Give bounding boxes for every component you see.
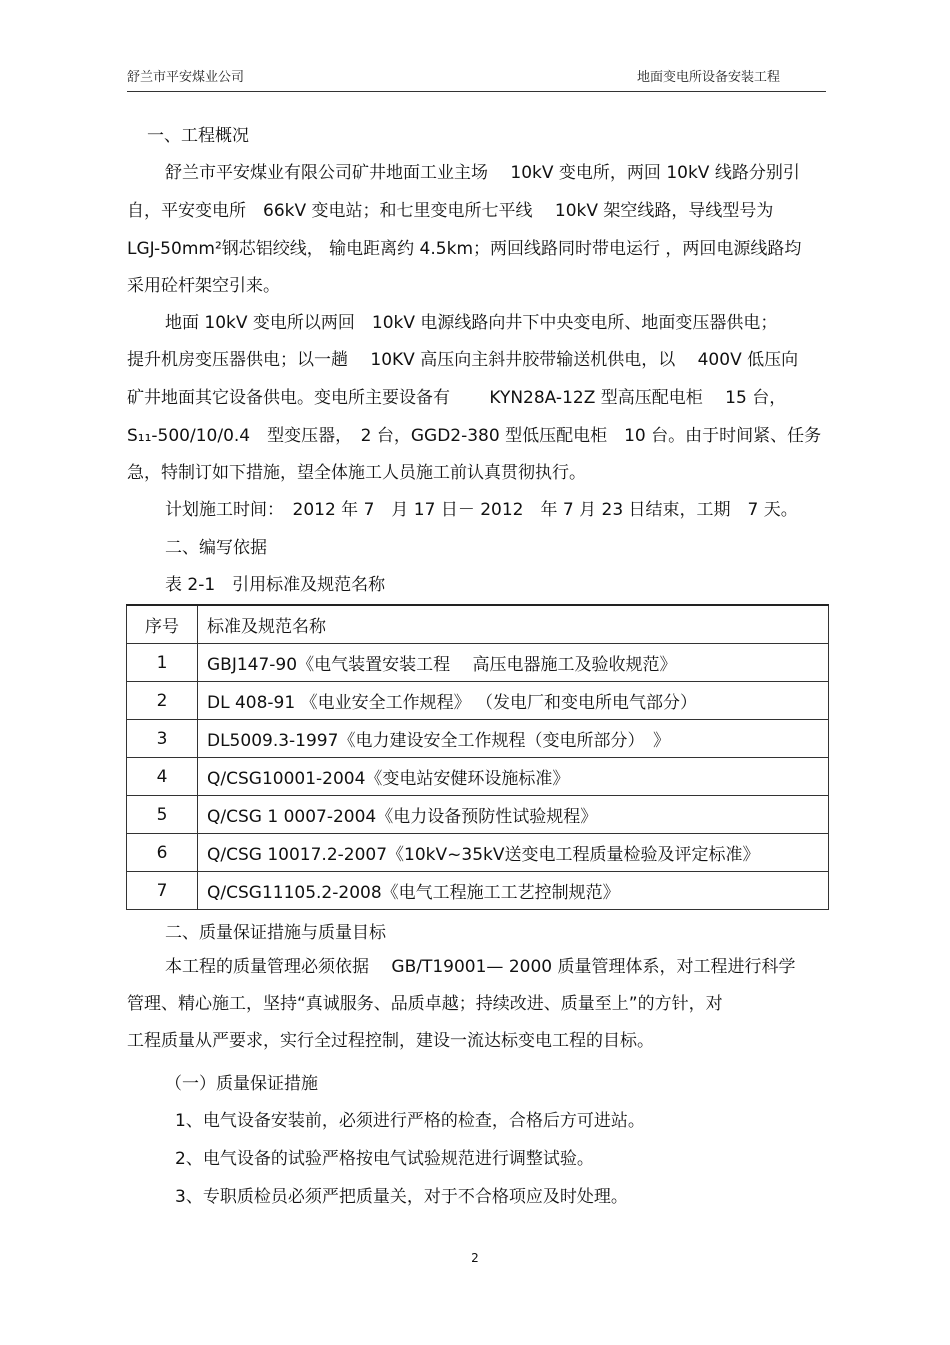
table-row <box>127 834 829 872</box>
row-no: 1 <box>127 644 198 682</box>
subsection-heading-measures: （一）质量保证措施 <box>165 1074 318 1094</box>
row-no: 5 <box>127 796 198 834</box>
section-heading-quality: 二、质量保证措施与质量目标 <box>165 923 386 943</box>
header-project: 地面变电所设备安装工程 <box>637 70 781 85</box>
supply-paragraph-line: 地面 10kV 变电所以两回 10kV 电源线路向井下中央变电所、地面变压器供电； <box>165 313 778 333</box>
table-row <box>127 758 829 796</box>
section-heading-basis: 二、编写依据 <box>165 538 267 558</box>
header-company: 舒兰市平安煤业公司 <box>127 70 245 85</box>
table-row <box>127 720 829 758</box>
row-no: 2 <box>127 682 198 720</box>
supply-paragraph-line: 提升机房变压器供电；以一趟 10KV 高压向主斜井胶带输送机供电，以 400V 低压向 <box>127 350 799 370</box>
quality-paragraph-line: 管理、精心施工，坚持“真诚服务、品质卓越；持续改进、质量至上”的方针，对 <box>127 994 723 1014</box>
row-name: Q/CSG11105.2-2008《电气工程施工工艺控制规范》 <box>198 872 829 910</box>
row-no: 6 <box>127 834 198 872</box>
quality-paragraph-line: 工程质量从严要求，实行全过程控制，建设一流达标变电工程的目标。 <box>127 1031 654 1051</box>
quality-paragraph-line: 本工程的质量管理必须依据 GB/T19001— 2000 质量管理体系，对工程进行科学 <box>165 957 796 977</box>
page-number: 2 <box>471 1251 479 1265</box>
header-cell-no: 序号 <box>127 605 198 644</box>
row-name: Q/CSG 1 0007-2004《电力设备预防性试验规程》 <box>198 796 829 834</box>
header-cell-name: 标准及规范名称 <box>198 605 829 644</box>
overview-paragraph-line: 采用砼杆架空引来。 <box>127 276 280 296</box>
overview-paragraph-line: 舒兰市平安煤业有限公司矿井地面工业主场 10kV 变电所，两回 10kV 线路分别引 <box>165 163 800 183</box>
measure-item: 3、专职质检员必须严把质量关，对于不合格项应及时处理。 <box>175 1187 628 1207</box>
table-header-row <box>127 605 829 644</box>
measure-item: 2、电气设备的试验严格按电气试验规范进行调整试验。 <box>175 1149 594 1169</box>
header-rule <box>127 91 826 92</box>
supply-paragraph-line: 矿井地面其它设备供电。变电所主要设备有 KYN28A-12Z 型高压配电柜 15 台， <box>127 388 787 408</box>
section-heading-overview: 一、工程概况 <box>147 126 249 146</box>
row-no: 4 <box>127 758 198 796</box>
standards-table <box>126 604 829 910</box>
table-row <box>127 682 829 720</box>
row-no: 3 <box>127 720 198 758</box>
table-row <box>127 644 829 682</box>
row-name: GBJ147-90《电气装置安装工程 高压电器施工及验收规范》 <box>198 644 829 682</box>
overview-paragraph-line: LGJ-50mm²钢芯铝绞线， 输电距离约 4.5km；两回线路同时带电运行 ，两回电源线路均 <box>127 239 802 259</box>
overview-paragraph-line: 自，平安变电所 66kV 变电站；和七里变电所七平线 10kV 架空线路，导线型号为 <box>127 201 774 221</box>
table-row <box>127 872 829 910</box>
row-no: 7 <box>127 872 198 910</box>
row-name: DL 408-91 《电业安全工作规程》 （发电厂和变电所电气部分） <box>198 682 829 720</box>
row-name: Q/CSG10001-2004《变电站安健环设施标准》 <box>198 758 829 796</box>
measure-item: 1、电气设备安装前，必须进行严格的检查，合格后方可进站。 <box>175 1111 645 1131</box>
schedule-line: 计划施工时间： 2012 年 7 月 17 日－ 2012 年 7 月 23 日结束，工期 7 天。 <box>165 500 798 520</box>
supply-paragraph-line: 急，特制订如下措施，望全体施工人员施工前认真贯彻执行。 <box>127 463 586 483</box>
supply-paragraph-line: S₁₁-500/10/0.4 型变压器， 2 台，GGD2-380 型低压配电柜 10 台。由于时间紧、任务 <box>127 426 822 446</box>
table-caption: 表 2-1 引用标准及规范名称 <box>165 575 386 595</box>
table-row <box>127 796 829 834</box>
row-name: DL5009.3-1997《电力建设安全工作规程（变电所部分） 》 <box>198 720 829 758</box>
row-name: Q/CSG 10017.2-2007《10kV~35kV送变电工程质量检验及评定标准》 <box>198 834 829 872</box>
